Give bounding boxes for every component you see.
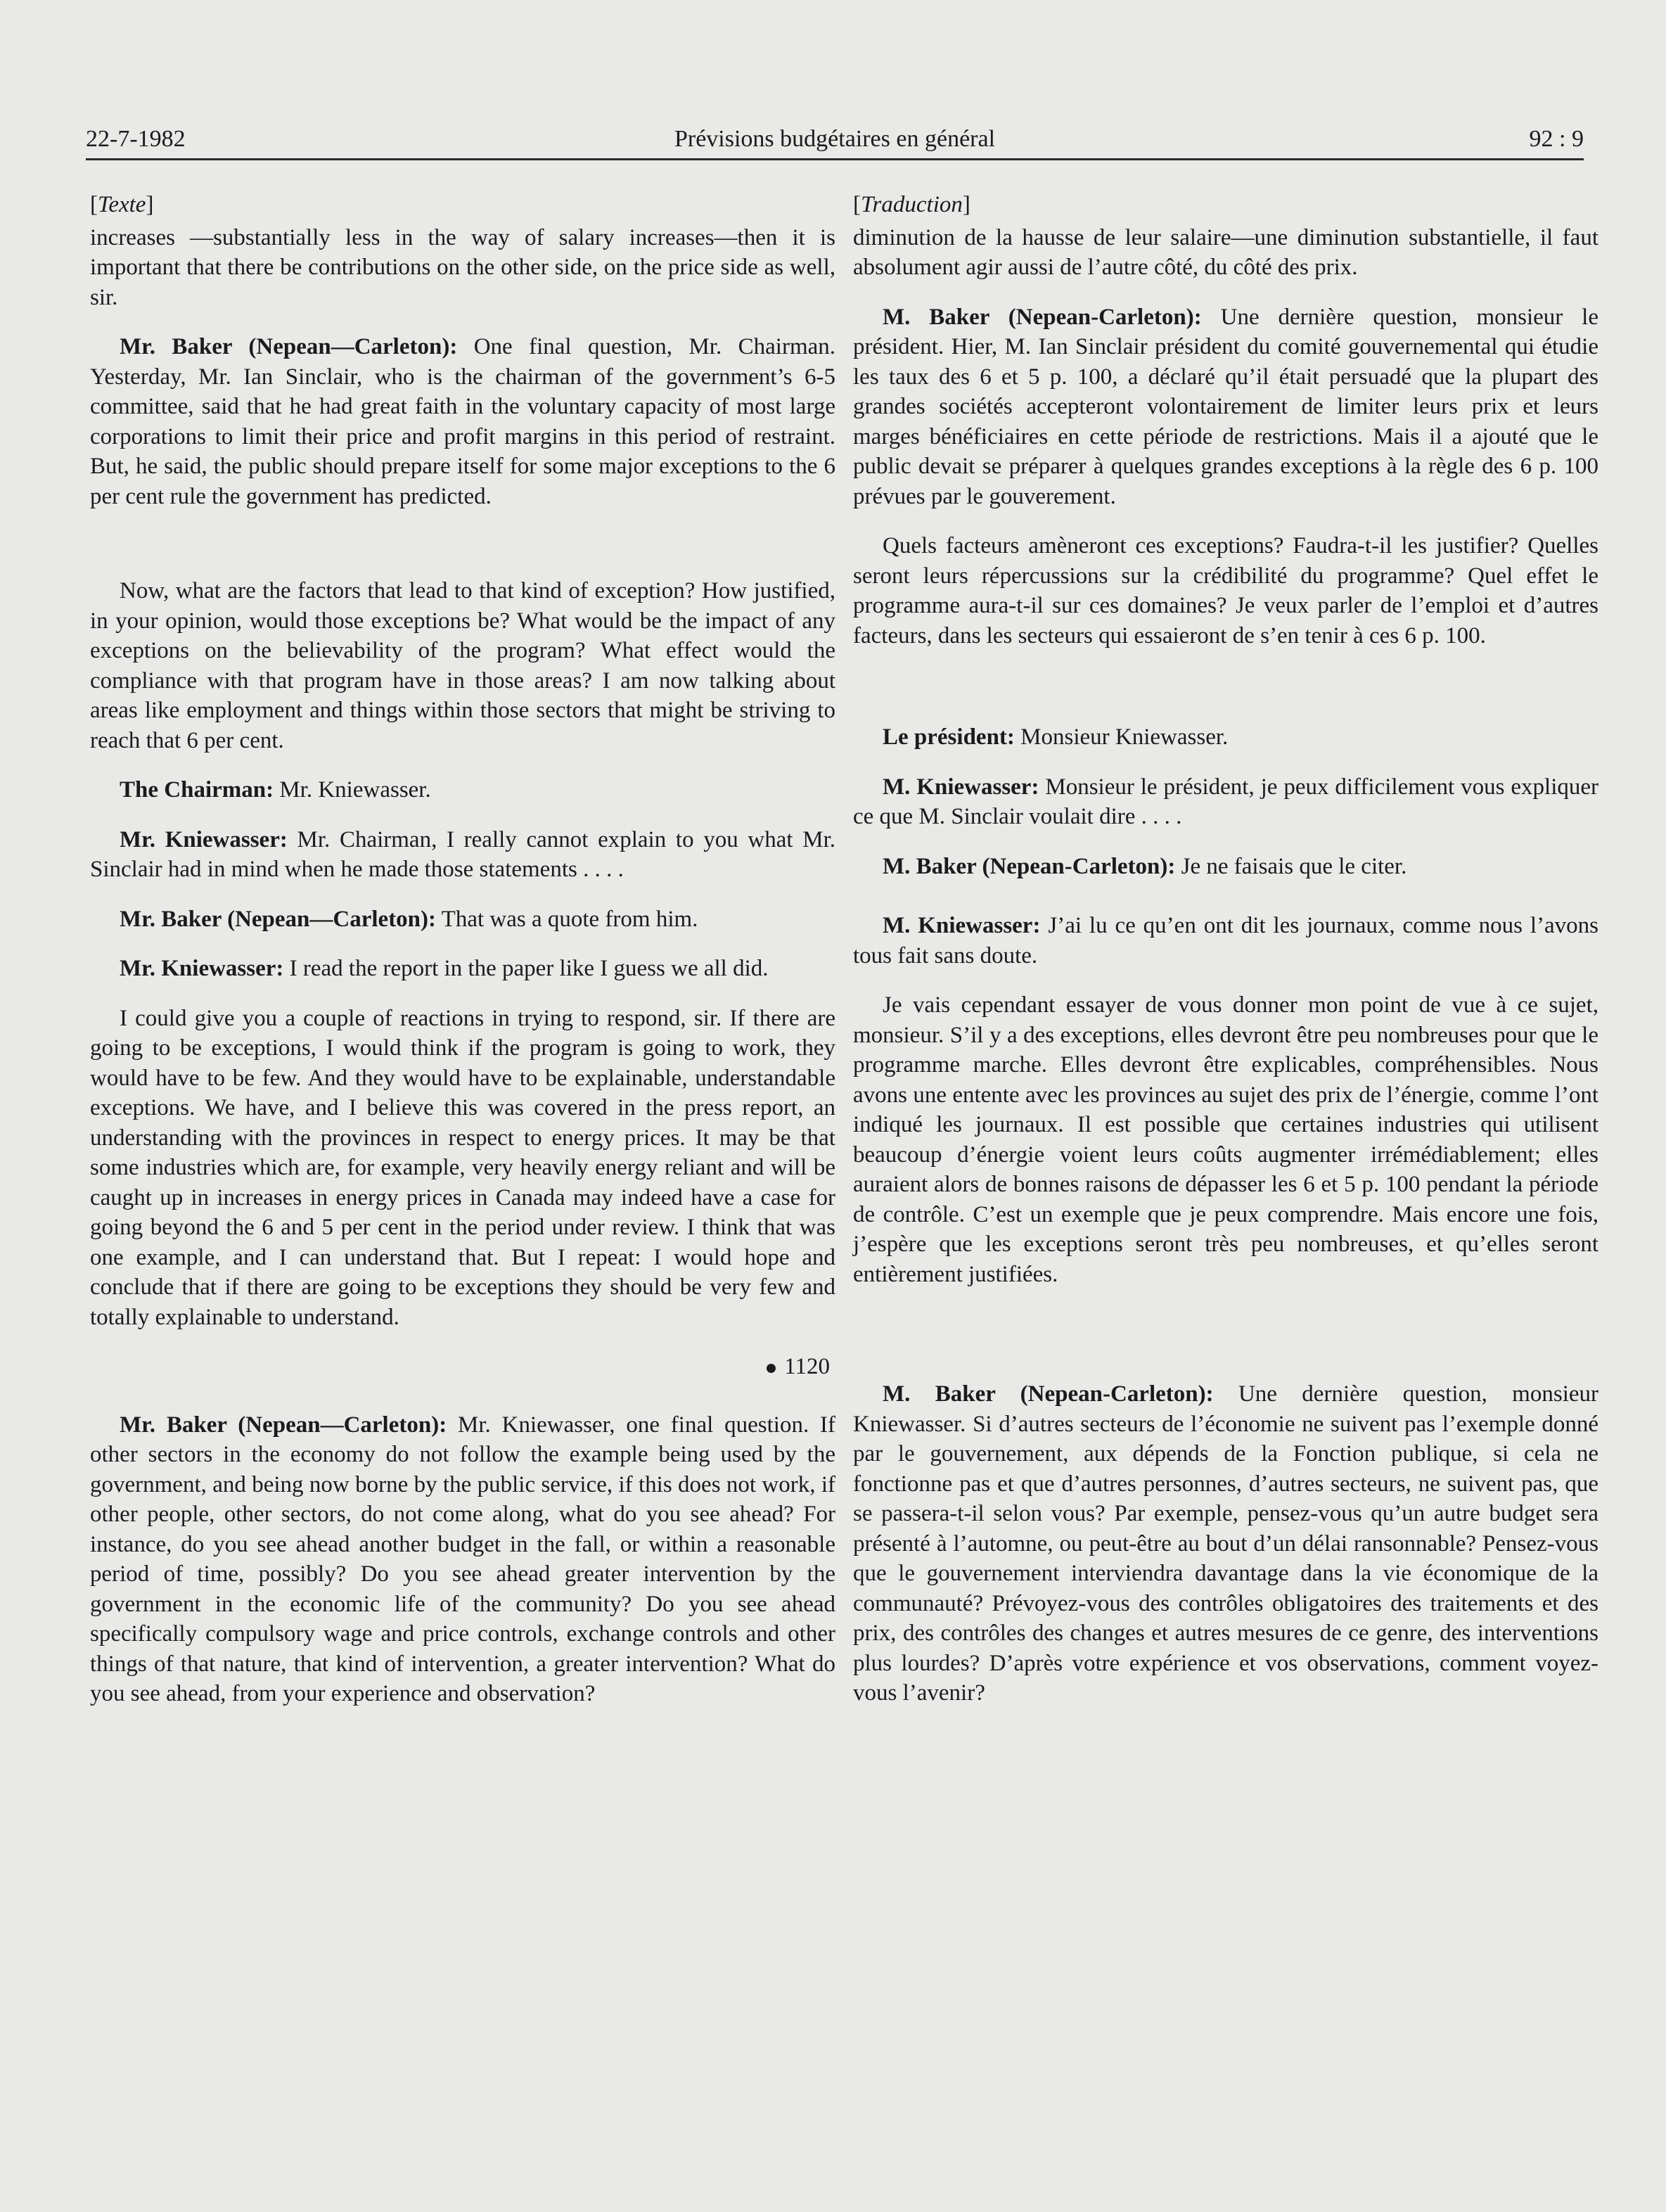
paragraph-kniewasser-reply: M. Kniewasser: Monsieur le président, je peux difficilement vous expliquer ce que M. Sinclair voulait dire . . . . <box>853 774 1598 829</box>
paragraph-baker-question: Mr. Baker (Nepean—Carleton): One final question, Mr. Chairman. Yesterday, Mr. Ian Sinclair, who is the chairman of the government’s 6-5 committee, said that he had great faith in the voluntary capacity of most large corporations to limit their price and profit margins in this period of restraint. But, he said, the public should prepare itself for some major exceptions to the 6 per cent rule the government has predicted. <box>90 334 836 509</box>
paragraph-baker-quote: Mr. Baker (Nepean—Carleton): That was a quote from him. <box>120 906 698 932</box>
paragraph-baker-quote: M. Baker (Nepean-Carleton): Je ne faisais que le citer. <box>883 853 1407 879</box>
paragraph-kniewasser-report: Mr. Kniewasser: I read the report in the paper like I guess we all did. <box>120 956 769 981</box>
bullet-icon <box>767 1364 776 1373</box>
speaker-name: M. Kniewasser: <box>883 913 1041 938</box>
speaker-name: M. Baker (Nepean-Carleton): <box>883 1381 1214 1407</box>
speaker-name: M. Baker (Nepean-Carleton): <box>883 304 1202 330</box>
paragraph-baker-question: M. Baker (Nepean-Carleton): Une dernière question, monsieur le président. Hier, M. Ian Sinclair président du comité gouvernemental qui étudie les taux des 6 et 5 p. 100, a déclaré qu’il était persuadé que la plupart des grandes sociétés accepteront volontairement de limiter leurs prix et leurs marges bénéficiaires en cette période de restrictions. Mais il a ajouté que le public devait se préparer à quelques grandes exceptions à la règle des 6 p. 100 prévues par le gouverement. <box>853 304 1598 509</box>
paragraph-reactions: I could give you a couple of reactions in trying to respond, sir. If there are going to be exceptions, I would think if the program is going to work, they would have to be few. And they would have to be explainable, understandable exceptions. We have, and I believe this was covered in the press report, an understanding with the provinces in respect to energy prices. It may be that some industries which are, for example, very heavily energy reliant and will be caught up in increases in energy prices in Canada may indeed have a case for going beyond the 6 and 5 per cent in the period under review. I think that was one example, and I can understand that. But I repeat: I would hope and conclude that if there are going to be exceptions they should be very few and totally explainable to understand. <box>90 1005 835 1330</box>
paragraph-reactions: Je vais cependant essayer de vous donner mon point de vue à ce sujet, monsieur. S’il y a des exceptions, elles devront être peu nombreuses pour que le programme marche. Elles devront être explicables, compréhensibles. Nous avons une entente avec les provinces au sujet des prix de l’énergie, comme l’ont indiqué les journaux. Il est possible que certaines industries qui utilisent beaucoup d’énergie voient leurs coûts augmenter irrémédiablement; elles auraient alors de bonnes raisons de dépasser les 6 et 5 p. 100 pendant la période de contrôle. C’est un exemple que je peux comprendre. Mais encore une fois, j’espère que les exceptions seront très peu nombreuses, et qu’elles seront entièrement justifiées. <box>853 992 1598 1287</box>
paragraph-continuation: diminution de la hausse de leur salaire—une diminution substantielle, il faut absolument agir aussi de l’autre côté, du côté des prix. <box>853 224 1598 280</box>
speaker-name: Mr. Kniewasser: <box>120 956 284 981</box>
speaker-name: Mr. Kniewasser: <box>120 826 288 852</box>
paragraph-chairman: Le président: Monsieur Kniewasser. <box>883 724 1229 750</box>
speaker-name: Mr. Baker (Nepean—Carleton): <box>120 1412 447 1438</box>
column-french <box>853 184 1598 1728</box>
section-tag-text: [Texte] <box>90 192 154 217</box>
header-page-number: 92 : 9 <box>1529 126 1584 152</box>
paragraph-chairman: The Chairman: Mr. Kniewasser. <box>120 777 431 803</box>
paragraph-kniewasser-report: M. Kniewasser: J’ai lu ce qu’en ont dit les journaux, comme nous l’avons tous fait sans doute. <box>853 913 1598 968</box>
paragraph-continuation: increases —substantially less in the way of salary increases—then it is important that there be contributions on the other side, on the price side as well, sir. <box>90 224 835 310</box>
paragraph-baker-final: M. Baker (Nepean-Carleton): Une dernière question, monsieur Kniewasser. Si d’autres secteurs de l’économie ne suivent pas l’exemple donné par le gouvernement, aux dépends de la Fonction publique, si cela ne fonctionne pas et que d’autres personnes, d’autres secteurs, ne suivent pas, que se passera-t-il selon vous? Par exemple, pensez-vous qu’un autre budget sera présenté à l’automne, ou peut-être au bout d’un délai ransonnable? Pensez-vous que le gouvernement interviendra davantage dans la vie économique de la communauté? Prévoyez-vous des contrôles obligatoires des traitements et des prix, des contrôles des changes et autres mesures de ce genre, des interventions plus lourdes? D’après votre expérience et vos observations, comment voyez-vous l’avenir? <box>853 1381 1598 1706</box>
paragraph-kniewasser-reply: Mr. Kniewasser: Mr. Chairman, I really cannot explain to you what Mr. Sinclair had in mind when he made those statements . . . . <box>90 826 835 882</box>
speaker-name: M. Kniewasser: <box>883 774 1039 800</box>
section-tag-traduction: [Traduction] <box>853 192 970 217</box>
header-title: Prévisions budgétaires en général <box>674 126 996 152</box>
paragraph-factors: Quels facteurs amèneront ces exceptions? Faudra-t-il les justifier? Quelles seront leurs répercussions sur la crédibilité du programme? Quel effet le programme aura-t-il sur ces domaines? Je veux parler de l’emploi et d’autres facteurs, dans les secteurs qui essaieront de s’en tenir à ces 6 p. 100. <box>853 533 1598 648</box>
paragraph-factors: Now, what are the factors that lead to that kind of exception? How justified, in your opinion, would those exceptions be? What would be the impact of any exceptions on the believability of the program? What effect would the compliance with that program have in those areas? I am now talking about areas like employment and things within those sectors that might be striving to reach that 6 per cent. <box>90 578 835 753</box>
speaker-name: Mr. Baker (Nepean—Carleton): <box>120 334 458 359</box>
column-english <box>90 184 835 1729</box>
speaker-name: The Chairman: <box>120 777 274 803</box>
page-header <box>86 109 1584 160</box>
speaker-name: Le président: <box>883 724 1015 750</box>
paragraph-baker-final: Mr. Baker (Nepean—Carleton): Mr. Kniewasser, one final question. If other sectors in the economy do not follow the example being used by the government, and being now borne by the public service, if this does not work, if other people, other sectors, do not come along, what do you see ahead? For instance, do you see ahead another budget in the fall, or within a reasonable period of time, possibly? Do you see ahead greater intervention by the government in the economic life of the community? Do you see ahead specifically compulsory wage and price controls, exchange controls and other things of that nature, that kind of intervention, a greater intervention? What do you see ahead, from your experience and observation? <box>90 1412 836 1706</box>
header-date: 22-7-1982 <box>86 126 186 152</box>
speaker-name: Mr. Baker (Nepean—Carleton): <box>120 906 437 932</box>
speaker-name: M. Baker (Nepean-Carleton): <box>883 853 1176 879</box>
time-marker: 1120 <box>90 1352 835 1382</box>
